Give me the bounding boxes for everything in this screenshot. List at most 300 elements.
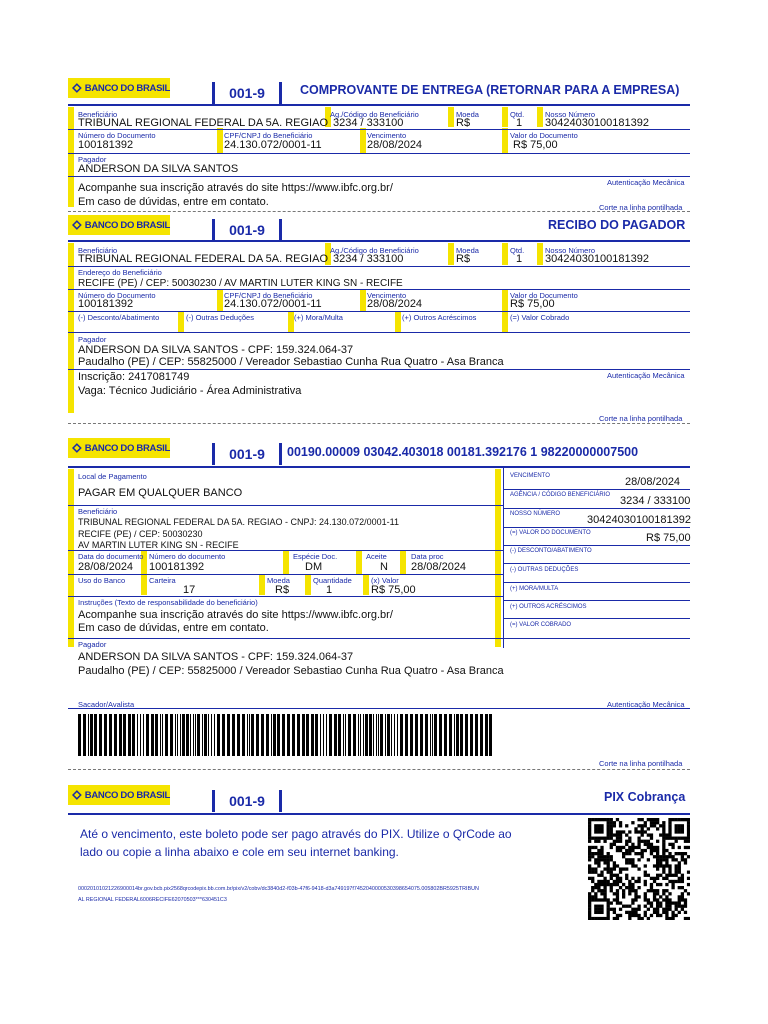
qr-module [616,818,619,821]
qr-module [625,886,628,889]
barcode-bar [397,714,398,756]
autenticacao-label: Autenticação Mecânica [607,371,685,380]
qr-module [588,901,591,904]
bank-code: 001-9 [212,82,282,104]
barcode-bar [217,714,220,756]
qr-module [597,874,600,877]
pix-qr-code [588,818,690,920]
qr-module [613,840,616,843]
qr-module [616,917,619,920]
barcode-bar [143,714,144,756]
barcode-bar [369,714,372,756]
barcode-bar [405,714,408,756]
qr-module [628,883,631,886]
label: Moeda [456,246,479,255]
label: Nosso Número [545,246,596,255]
qr-module [671,901,674,904]
qr-module [644,914,647,917]
qr-module [607,827,610,830]
qr-module [637,908,640,911]
qr-module [644,849,647,852]
qr-module [622,905,625,908]
qr-module [675,818,678,821]
qr-module [607,867,610,870]
qr-module [594,824,597,827]
qr-module [684,846,687,849]
qr-module [594,852,597,855]
qr-module [607,821,610,824]
qr-module [665,877,668,880]
qr-module [684,837,687,840]
qr-module [668,833,671,836]
qr-module [662,827,665,830]
barcode-bar [439,714,442,756]
qr-module [675,874,678,877]
qr-module [678,861,681,864]
agencia-value: 3234 / 333100 [333,253,404,265]
qr-module [637,895,640,898]
label: Moeda [456,110,479,119]
qr-module [607,914,610,917]
qr-module [668,898,671,901]
qr-module [650,886,653,889]
qr-module [687,917,690,920]
qr-module [668,864,671,867]
label: (=) VALOR DO DOCUMENTO [510,530,591,536]
qr-module [607,905,610,908]
barcode [78,714,496,756]
barcode-bar [425,714,428,756]
qr-module [662,830,665,833]
qr-module [594,908,597,911]
qr-module [647,833,650,836]
label: AGÊNCIA / CÓDIGO BENEFICIÁRIO [510,492,611,498]
qr-module [671,837,674,840]
label: (=) Valor Cobrado [510,313,570,322]
qr-module [662,846,665,849]
qr-module [607,824,610,827]
qr-module [634,846,637,849]
qr-module [610,818,613,821]
qr-module [647,846,650,849]
qr-module [603,858,606,861]
qr-module [650,837,653,840]
qr-module [681,818,684,821]
qr-module [600,849,603,852]
qr-module [613,917,616,920]
qr-module [625,905,628,908]
pix-code[interactable]: AL REGIONAL FEDERAL6006RECIFE62070503***630451C3 [78,897,227,903]
autenticacao-label: Autenticação Mecânica [607,178,685,187]
bank-logo [68,78,170,98]
qr-module [678,827,681,830]
qr-module [653,880,656,883]
barcode-bar [449,714,452,756]
bank-logo-icon [72,218,82,232]
qr-module [644,871,647,874]
qr-module [613,898,616,901]
qr-module [594,883,597,886]
qr-module [607,852,610,855]
qr-module [613,864,616,867]
qr-module [631,877,634,880]
qr-module [597,908,600,911]
qr-module [594,892,597,895]
qr-module [681,898,684,901]
qr-module [653,855,656,858]
qr-module [656,911,659,914]
qr-module [603,886,606,889]
num-doc-value: 100181392 [78,298,134,310]
qr-module [668,874,671,877]
qr-module [665,864,668,867]
qr-module [659,874,662,877]
barcode-bar [277,714,280,756]
barcode-bar [485,714,488,756]
qr-module [591,877,594,880]
qr-module [656,818,659,821]
qr-module [613,843,616,846]
qr-module [650,843,653,846]
bank-logo-text: BANCO DO BRASIL [84,789,170,801]
qr-module [625,877,628,880]
qr-module [600,892,603,895]
label: (-) Outras Deduções [186,313,254,322]
qr-module [671,818,674,821]
qr-module [671,883,674,886]
qr-module [597,849,600,852]
pix-code[interactable]: 00020101021226900014br.gov.bcb.pix2568qrcodepix.bb.com.br/pix/v2/cobv/dc3840d2-f03b-47f6-9418-d3a749197f7452040000530398654075.005802BR5925TRIBUN [78,886,479,892]
qr-module [603,880,606,883]
qr-module [687,892,690,895]
qr-module [594,911,597,914]
bank-code: 001-9 [212,443,282,465]
qr-module [644,840,647,843]
qr-module [619,886,622,889]
receipt1-yellow-bar [68,107,74,207]
qr-module [619,901,622,904]
qr-module [656,861,659,864]
barcode-bar [271,714,272,756]
qr-module [665,889,668,892]
qtd-value: 1 [516,253,523,265]
qr-module [628,911,631,914]
qr-module [634,880,637,883]
qr-module [656,855,659,858]
qtd-value: 1 [516,117,523,129]
qr-module [588,898,591,901]
qr-module [594,818,597,821]
qr-module [634,898,637,901]
barcode-bar [460,714,463,756]
qr-module [653,824,656,827]
qr-module [616,914,619,917]
qr-module [607,898,610,901]
qr-module [671,917,674,920]
label: Espécie Doc. [293,552,338,561]
qr-module [607,855,610,858]
qr-module [653,877,656,880]
label: Beneficiário [78,110,118,119]
qr-module [616,883,619,886]
barcode-bar [104,714,107,756]
qr-module [588,837,591,840]
nosso-numero-value: 30424030100181392 [587,514,692,526]
barcode-bar [214,714,215,756]
qr-module [600,883,603,886]
qr-module [600,855,603,858]
qr-module [613,824,616,827]
barcode-bar [329,714,332,756]
qr-module [684,818,687,821]
qr-module [653,908,656,911]
qr-module [637,830,640,833]
qr-module [594,898,597,901]
qr-module [625,824,628,827]
qr-module [588,864,591,867]
barcode-bar [470,714,473,756]
barcode-bar [434,714,437,756]
barcode-bar [376,714,377,756]
qr-module [619,867,622,870]
barcode-bar [394,714,395,756]
qr-module [641,824,644,827]
qr-module [588,895,591,898]
linha-digitavel: 00190.00009 03042.403018 00181.392176 1 98220000007500 [287,445,639,459]
pagador-value: ANDERSON DA SILVA SANTOS - CPF: 159.324.064-37 [78,651,354,663]
qr-module [628,858,631,861]
barcode-bar [204,714,207,756]
receipt1-title: COMPROVANTE DE ENTREGA (RETORNAR PARA A EMPRESA) [300,83,680,97]
barcode-bar [343,714,344,756]
qr-module [681,852,684,855]
qr-module [594,858,597,861]
barcode-bar [132,714,135,756]
qr-module [610,901,613,904]
qr-module [634,830,637,833]
qr-module [671,880,674,883]
qr-module [656,852,659,855]
qr-module [668,880,671,883]
qr-module [659,914,662,917]
qr-module [616,864,619,867]
qr-module [647,898,650,901]
qr-module [650,821,653,824]
qr-module [600,837,603,840]
qr-module [662,908,665,911]
qr-module [597,917,600,920]
qr-module [610,830,613,833]
qr-module [588,911,591,914]
barcode-bar [273,714,276,756]
barcode-bar [444,714,447,756]
qr-module [678,886,681,889]
label: CPF/CNPJ do Beneficiário [224,291,313,300]
qr-module [591,867,594,870]
qr-module [687,840,690,843]
qr-module [610,855,613,858]
qr-module [641,917,644,920]
qr-module [634,852,637,855]
barcode-bar [151,714,154,756]
qr-module [600,911,603,914]
valor-value: R$ 75,00 [510,298,555,310]
barcode-bar [261,714,264,756]
agencia-value: 3234 / 333100 [333,117,404,129]
qr-module [681,837,684,840]
barcode-bar [227,714,230,756]
bank-code: 001-9 [212,219,282,241]
qr-module [600,830,603,833]
qr-module [662,849,665,852]
qr-module [594,837,597,840]
qr-module [631,914,634,917]
qr-module [684,898,687,901]
qr-module [671,914,674,917]
barcode-bar [489,714,492,756]
label: VENCIMENTO [510,473,550,479]
qr-module [588,877,591,880]
qr-module [591,852,594,855]
qr-module [600,824,603,827]
qr-module [653,821,656,824]
label: Número do Documento [78,131,156,140]
qr-module [653,898,656,901]
beneficiario-value: TRIBUNAL REGIONAL FEDERAL DA 5A. REGIAO - CNPJ: 24.130.072/0001-11 [78,517,399,527]
qr-module [619,833,622,836]
qr-module [603,840,606,843]
qr-module [610,843,613,846]
qr-module [622,867,625,870]
qr-module [597,880,600,883]
qr-module [684,861,687,864]
qr-module [637,917,640,920]
qr-module [668,917,671,920]
receipt1-top-rule [68,104,690,106]
qr-module [662,877,665,880]
qr-module [641,852,644,855]
qr-module [634,827,637,830]
qr-module [675,908,678,911]
qr-module [616,877,619,880]
qr-module [681,905,684,908]
qr-module [625,861,628,864]
qr-module [675,858,678,861]
qr-module [659,858,662,861]
qr-module [644,883,647,886]
qr-module [619,877,622,880]
barcode-bar [160,714,161,756]
qr-module [613,892,616,895]
bank-logo-text: BANCO DO BRASIL [84,442,170,454]
qr-module [600,852,603,855]
qr-module [647,908,650,911]
qr-module [625,852,628,855]
qr-module [675,867,678,870]
barcode-bar [365,714,368,756]
qr-module [628,889,631,892]
qr-module [687,846,690,849]
qr-module [644,895,647,898]
bank-logo [68,785,170,805]
qr-module [600,880,603,883]
label: NOSSO NÚMERO [510,511,561,517]
label: Beneficiário [78,507,118,516]
qr-module [634,911,637,914]
qr-module [684,901,687,904]
qr-module [588,818,591,821]
qr-module [597,824,600,827]
qr-module [597,827,600,830]
qr-module [684,911,687,914]
cut-line [68,423,690,424]
barcode-bar [320,714,321,756]
qr-module [625,843,628,846]
qr-module [610,871,613,874]
qr-module [662,837,665,840]
qr-module [671,846,674,849]
qr-module [681,892,684,895]
qr-module [687,827,690,830]
qr-module [653,889,656,892]
qr-module [653,849,656,852]
qr-module [607,837,610,840]
barcode-bar [119,714,122,756]
pagador-value: ANDERSON DA SILVA SANTOS - CPF: 159.324.064-37 [78,344,354,356]
qr-module [684,917,687,920]
qr-module [610,824,613,827]
qr-module [644,898,647,901]
qr-module [597,830,600,833]
qr-module [675,914,678,917]
qr-module [591,846,594,849]
qr-module [603,877,606,880]
qr-module [594,846,597,849]
qr-module [622,892,625,895]
qr-module [637,905,640,908]
label: Pagador [78,640,107,649]
qr-module [591,898,594,901]
qr-module [597,852,600,855]
qr-module [607,864,610,867]
qr-module [607,871,610,874]
agencia-value: 3234 / 333100 [620,495,691,507]
qr-module [647,917,650,920]
barcode-bar [123,714,126,756]
qr-module [668,901,671,904]
qr-module [591,917,594,920]
qr-module [631,864,634,867]
moeda-value: R$ [456,117,471,129]
barcode-bar [146,714,149,756]
qr-module [588,892,591,895]
barcode-bar [83,714,86,756]
label: Qtd. [510,110,525,119]
barcode-bar [232,714,235,756]
label: Pagador [78,155,107,164]
qr-module [681,855,684,858]
qr-module [619,880,622,883]
qr-module [634,895,637,898]
qr-module [619,840,622,843]
qr-module [594,830,597,833]
qr-module [597,898,600,901]
qr-module [665,911,668,914]
qr-module [668,821,671,824]
qr-module [594,871,597,874]
qr-module [644,880,647,883]
qr-module [668,892,671,895]
